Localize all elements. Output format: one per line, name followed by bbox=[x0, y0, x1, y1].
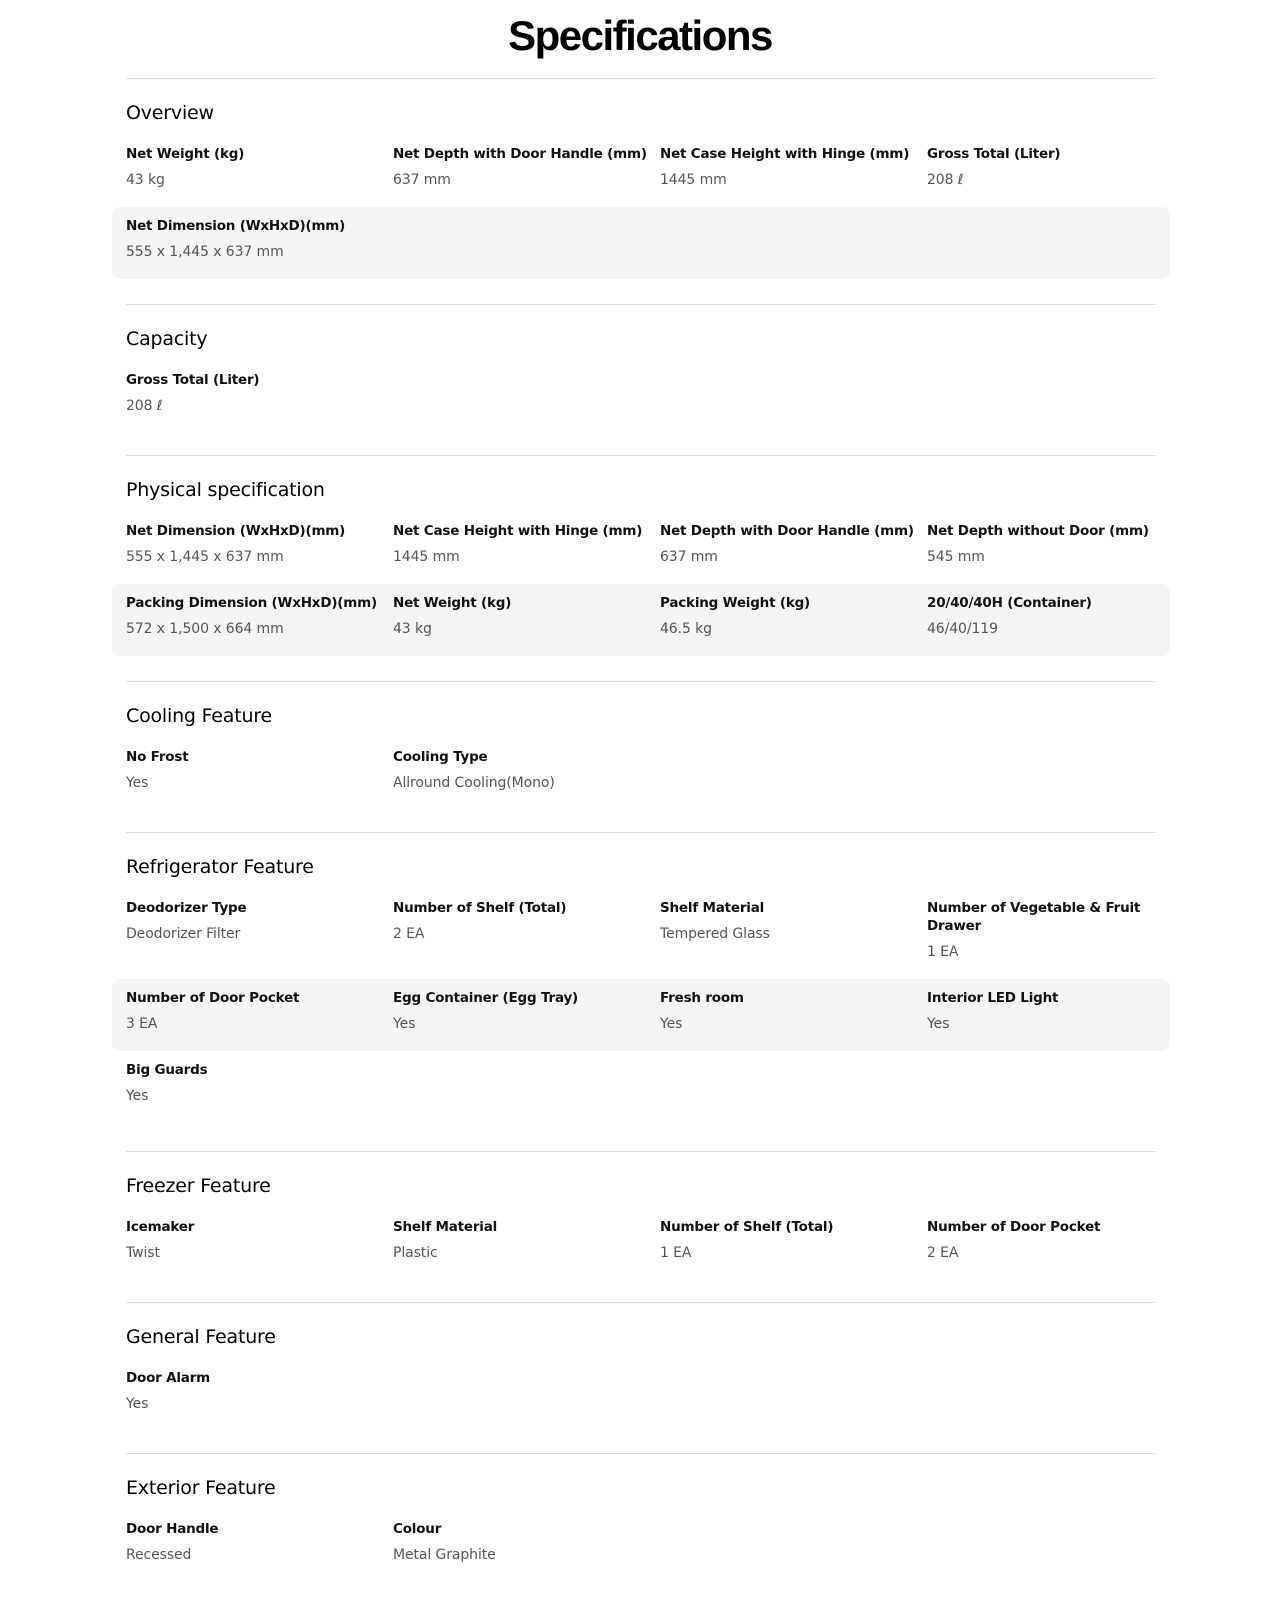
spec-item bbox=[126, 748, 393, 810]
spec-value: 1445 mm bbox=[393, 549, 460, 565]
spec-label: Number of Shelf (Total) bbox=[393, 900, 567, 916]
spec-label: Fresh room bbox=[660, 990, 744, 1006]
spec-value: Yes bbox=[126, 1396, 149, 1412]
spec-value: Tempered Glass bbox=[660, 926, 770, 942]
spec-value: 46/40/119 bbox=[927, 621, 998, 637]
spec-label: Shelf Material bbox=[393, 1219, 498, 1235]
spec-item bbox=[126, 145, 393, 207]
spec-item bbox=[927, 899, 1164, 979]
spec-label: Number of Shelf (Total) bbox=[660, 1219, 834, 1235]
spec-item bbox=[126, 594, 393, 656]
spec-label: Interior LED Light bbox=[927, 990, 1059, 1006]
spec-rows bbox=[112, 135, 1170, 279]
spec-label: Net Depth with Door Handle (mm) bbox=[393, 146, 647, 162]
spec-value: 2 EA bbox=[927, 1245, 959, 1261]
spec-item bbox=[393, 899, 660, 979]
spec-label: Number of Door Pocket bbox=[126, 990, 300, 1006]
spec-label: Gross Total (Liter) bbox=[126, 372, 260, 388]
spec-value: 46.5 kg bbox=[660, 621, 712, 637]
spec-rows bbox=[112, 361, 1170, 433]
spec-item bbox=[393, 594, 660, 656]
spec-item bbox=[927, 989, 1164, 1051]
spec-row bbox=[112, 135, 1170, 207]
spec-value: Yes bbox=[393, 1016, 416, 1032]
spec-row bbox=[112, 1359, 1170, 1431]
section-title: Physical specification bbox=[126, 479, 325, 501]
spec-item bbox=[660, 522, 927, 584]
spec-section-overview bbox=[126, 78, 1156, 260]
spec-label: Net Depth with Door Handle (mm) bbox=[660, 523, 914, 539]
spec-section-capacity bbox=[126, 304, 1156, 414]
spec-rows bbox=[112, 512, 1170, 656]
spec-value: Plastic bbox=[393, 1245, 438, 1261]
spec-value: 1445 mm bbox=[660, 172, 727, 188]
spec-value: 545 mm bbox=[927, 549, 985, 565]
spec-label: Gross Total (Liter) bbox=[927, 146, 1061, 162]
spec-value: 555 x 1,445 x 637 mm bbox=[126, 549, 284, 565]
section-title: Overview bbox=[126, 102, 214, 124]
spec-row bbox=[112, 889, 1170, 979]
spec-value: 2 EA bbox=[393, 926, 425, 942]
spec-rows bbox=[112, 1208, 1170, 1280]
spec-value: 637 mm bbox=[660, 549, 718, 565]
spec-label: Number of Vegetable & Fruit Drawer bbox=[927, 900, 1141, 934]
spec-item bbox=[393, 145, 660, 207]
section-title: Freezer Feature bbox=[126, 1175, 271, 1197]
spec-section-exterior-feature bbox=[126, 1453, 1156, 1563]
spec-value: Yes bbox=[660, 1016, 683, 1032]
spec-section-cooling-feature bbox=[126, 681, 1156, 791]
spec-item bbox=[126, 522, 393, 584]
spec-item bbox=[126, 989, 393, 1051]
spec-label: 20/40/40H (Container) bbox=[927, 595, 1092, 611]
section-title: General Feature bbox=[126, 1326, 276, 1348]
spec-item bbox=[393, 1520, 630, 1582]
spec-item bbox=[660, 899, 927, 979]
spec-label: Door Handle bbox=[126, 1521, 219, 1537]
spec-label: Packing Weight (kg) bbox=[660, 595, 811, 611]
spec-label: Icemaker bbox=[126, 1219, 195, 1235]
spec-label: Egg Container (Egg Tray) bbox=[393, 990, 579, 1006]
spec-row bbox=[112, 738, 1170, 810]
spec-label: Net Dimension (WxHxD)(mm) bbox=[126, 218, 346, 234]
spec-label: Big Guards bbox=[126, 1062, 208, 1078]
spec-row bbox=[112, 979, 1170, 1051]
spec-label: Door Alarm bbox=[126, 1370, 211, 1386]
spec-value: Recessed bbox=[126, 1547, 192, 1563]
spec-rows bbox=[112, 889, 1170, 1123]
spec-item bbox=[126, 1520, 393, 1582]
spec-row bbox=[112, 1510, 1170, 1582]
spec-value: Yes bbox=[126, 775, 149, 791]
page-title: Specifications bbox=[508, 12, 772, 59]
spec-label: Shelf Material bbox=[660, 900, 765, 916]
spec-section-freezer-feature bbox=[126, 1151, 1156, 1261]
spec-value: 43 kg bbox=[393, 621, 432, 637]
spec-label: Net Weight (kg) bbox=[393, 595, 512, 611]
section-title: Capacity bbox=[126, 328, 208, 350]
section-title: Refrigerator Feature bbox=[126, 856, 314, 878]
spec-value: Yes bbox=[927, 1016, 950, 1032]
spec-row bbox=[112, 207, 1170, 279]
spec-rows bbox=[112, 738, 1170, 810]
spec-value: 43 kg bbox=[126, 172, 165, 188]
spec-section-refrigerator-feature bbox=[126, 832, 1156, 1104]
spec-item bbox=[126, 1061, 363, 1123]
spec-label: Cooling Type bbox=[393, 749, 488, 765]
spec-item bbox=[927, 1218, 1164, 1280]
spec-item bbox=[393, 989, 660, 1051]
spec-value: Metal Graphite bbox=[393, 1547, 496, 1563]
spec-value: 1 EA bbox=[927, 944, 959, 960]
spec-item bbox=[393, 1218, 660, 1280]
spec-value: 637 mm bbox=[393, 172, 451, 188]
spec-item bbox=[126, 371, 363, 433]
spec-item bbox=[660, 1218, 927, 1280]
spec-value: Twist bbox=[126, 1245, 160, 1261]
spec-value: 572 x 1,500 x 664 mm bbox=[126, 621, 284, 637]
spec-item bbox=[927, 594, 1164, 656]
spec-label: Net Case Height with Hinge (mm) bbox=[393, 523, 643, 539]
spec-label: Net Weight (kg) bbox=[126, 146, 245, 162]
spec-item bbox=[660, 989, 927, 1051]
spec-item bbox=[126, 217, 363, 279]
spec-row bbox=[112, 1051, 1170, 1123]
spec-section-general-feature bbox=[126, 1302, 1156, 1412]
spec-label: Colour bbox=[393, 1521, 442, 1537]
spec-item bbox=[927, 522, 1164, 584]
spec-item bbox=[126, 899, 393, 979]
spec-label: Net Case Height with Hinge (mm) bbox=[660, 146, 910, 162]
spec-label: Net Depth without Door (mm) bbox=[927, 523, 1149, 539]
spec-rows bbox=[112, 1359, 1170, 1431]
spec-label: No Frost bbox=[126, 749, 189, 765]
spec-row bbox=[112, 361, 1170, 433]
spec-row bbox=[112, 1208, 1170, 1280]
spec-item bbox=[393, 522, 660, 584]
spec-item bbox=[660, 594, 927, 656]
spec-label: Deodorizer Type bbox=[126, 900, 247, 916]
spec-value: Deodorizer Filter bbox=[126, 926, 241, 942]
section-title: Cooling Feature bbox=[126, 705, 273, 727]
spec-row bbox=[112, 512, 1170, 584]
spec-value: 3 EA bbox=[126, 1016, 158, 1032]
spec-item bbox=[660, 145, 927, 207]
spec-label: Net Dimension (WxHxD)(mm) bbox=[126, 523, 346, 539]
spec-value: 208 ℓ bbox=[927, 172, 964, 188]
spec-item bbox=[126, 1369, 363, 1431]
section-title: Exterior Feature bbox=[126, 1477, 276, 1499]
spec-label: Number of Door Pocket bbox=[927, 1219, 1101, 1235]
spec-section-physical-specification bbox=[126, 455, 1156, 637]
spec-rows bbox=[112, 1510, 1170, 1582]
spec-value: 1 EA bbox=[660, 1245, 692, 1261]
spec-value: 208 ℓ bbox=[126, 398, 163, 414]
spec-value: 555 x 1,445 x 637 mm bbox=[126, 244, 284, 260]
spec-item bbox=[126, 1218, 393, 1280]
spec-value: Yes bbox=[126, 1088, 149, 1104]
spec-row bbox=[112, 584, 1170, 656]
spec-item bbox=[393, 748, 630, 810]
spec-label: Packing Dimension (WxHxD)(mm) bbox=[126, 595, 377, 611]
spec-item bbox=[927, 145, 1164, 207]
spec-value: Allround Cooling(Mono) bbox=[393, 775, 555, 791]
